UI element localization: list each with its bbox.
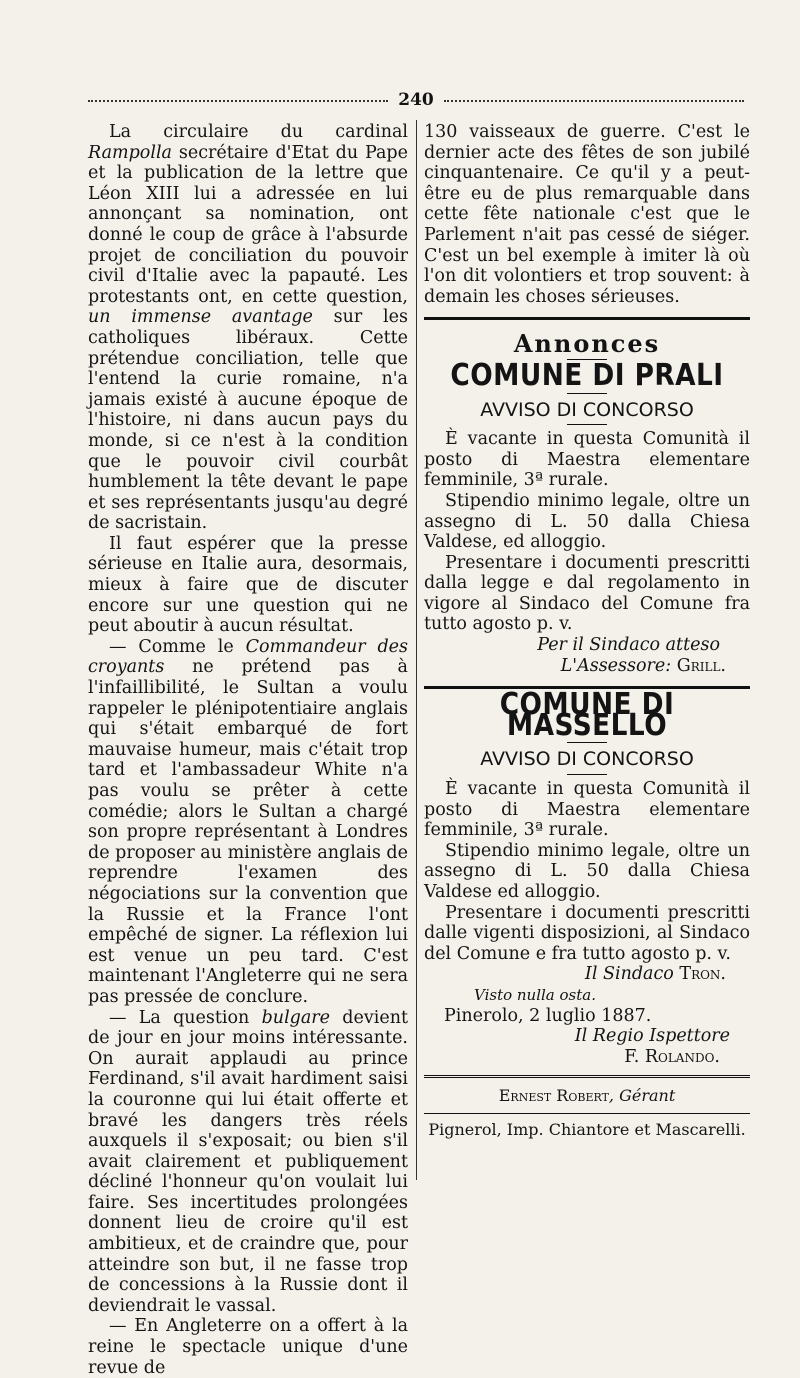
column-divider [416,120,417,1180]
ad-massello-text-3: Presentare i documenti prescritti dalle vigenti disposizioni, al Sindaco del Comune e fra tutto agosto p. v. [424,902,750,964]
section-rule [424,317,750,320]
paragraph-rampolla: La circulaire du cardinal Rampolla secrétaire d'Etat du Pape et la publication de la lettre que Léon XIII lui a adressée en lui annonçant sa nomination, ont donné le coup de grâce à l'absurde projet de conciliation du pouvoir civil d'Italie avec la papauté. Les protestants ont, en cette question, un immense avantage sur les catholiques libéraux. Cette prétendue conciliation, telle que l'entend la curie romaine, n'a jamais existé à aucune époque de l'histoire, ni dans aucun pays du monde, si ce n'est à la condition que le pouvoir civil courbât humblement la tête devant le pape et ses représentants jusqu'au degré de sacristain. [88,122,408,534]
left-column [88,122,408,1378]
printer-line: Pignerol, Imp. Chiantore et Mascarelli. [428,1119,746,1139]
ad-massello-text-2: Stipendio minimo legale, oltre un assegno di L. 50 dalla Chiesa Valdese ed alloggio. [424,840,750,902]
ad-prali-title: COMUNE DI PRALI [450,357,724,393]
ad-prali-sign-1: Per il Sindaco atteso [537,635,720,656]
ad-prali-text-1: È vacante in questa Comunità il posto di Maestra elementare femminile, 3ª rurale. [424,429,750,491]
ad-massello-title: COMUNE DI MASSELLO [499,687,675,743]
ad-massello-visto: Visto nulla osta. [474,985,596,1004]
paragraph-angleterre: — En Angleterre on a offert à la reine le spectacle unique d'une revue de [88,1316,408,1378]
page-number: 240 [394,90,438,110]
ad-massello-sign: Il Sindaco Tron. [584,964,726,985]
paragraph-presse: Il faut espérer que la presse sérieuse en Italie aura, desormais, mieux à faire que de discuter encore sur une question qui ne peut aboutir à aucun résultat. [88,533,408,637]
paragraph-continuation: 130 vaisseaux de guerre. C'est le dernier acte des fêtes de son jubilé cinquantenaire. Ce qu'il y a peut-être eu de plus remarquable dans cette fête nationale c'est que le Parlement n'ait pas cessé de siéger. C'est un bel exemple à imiter là où l'on dit volontiers et trop souvent: à demain les choses sérieuses. [424,122,750,307]
footer-rule-thin [424,1113,750,1114]
ad-prali [424,357,750,676]
annonces-heading: Annonces [513,329,661,359]
paragraph-sultan: — Comme le Commandeur des croyants ne prétend pas à l'infaillibilité, le Sultan a voulu rappeler le plénipotentiaire anglais qui s'était embarqué de fort mauvaise humeur, mais c'était trop tard et l'ambassadeur White n'a pas voulu se prêter à cette comédie; alors le Sultan a chargé son propre représentant à Londres de proposer au ministère anglais de reprendre l'examen des négociations sur la convention que la Russie et la France l'ont empêché de signer. La réflexion lui est venue un peu tard. C'est maintenant l'Angleterre qui ne sera pas pressée de conclure. [88,636,408,1007]
right-column [424,122,750,1141]
short-rule [567,424,607,425]
page-header [88,90,744,110]
ad-prali-sign-2: L'Assessore: Grill. [560,655,726,676]
short-rule [567,774,607,775]
ad-massello-avviso: AVVISO DI CONCORSO [480,748,694,771]
paragraph-bulgare: — La question bulgare devient de jour en jour moins intéressante. On aurait applaudi au prince Ferdinand, s'il avait hardiment saisi la couronne qui lui était offerte et bravé les dangers très réels auxquels il s'exposait; ou bien s'il avait clairement et publiquement décliné l'honneur qu'on voulait lui faire. Ses incertitudes prolongées donnent lieu de croire qu'il est ambitieux, et de craindre que, pour atteindre son but, il ne fasse trop de concessions à la Russie dont il deviendrait le vassal. [88,1007,408,1316]
ad-massello-inspector-title: Il Regio Ispettore [574,1026,730,1047]
footer-rule [424,1075,750,1080]
ad-massello [424,687,750,1067]
ad-massello-place-date: Pinerolo, 2 luglio 1887. [444,1005,652,1026]
ad-massello-text-1: È vacante in questa Comunità il posto di Maestra elementare femminile, 3ª rurale. [424,779,750,841]
ad-prali-text-2: Stipendio minimo legale, oltre un assegno di L. 50 dalla Chiesa Valdese, ed alloggio. [424,490,750,553]
gerant-line: Ernest Robert, Gérant [498,1086,676,1106]
ad-massello-inspector-name: F. Rolando. [624,1046,720,1067]
header-ornament-right [444,100,744,102]
header-ornament-left [88,100,388,102]
ad-prali-avviso: AVVISO DI CONCORSO [480,398,694,421]
ad-prali-text-3: Presentare i documenti prescritti dalla legge e dal regolamento in vigore al Sindaco del Comune fra tutto agosto p. v. [424,552,750,635]
